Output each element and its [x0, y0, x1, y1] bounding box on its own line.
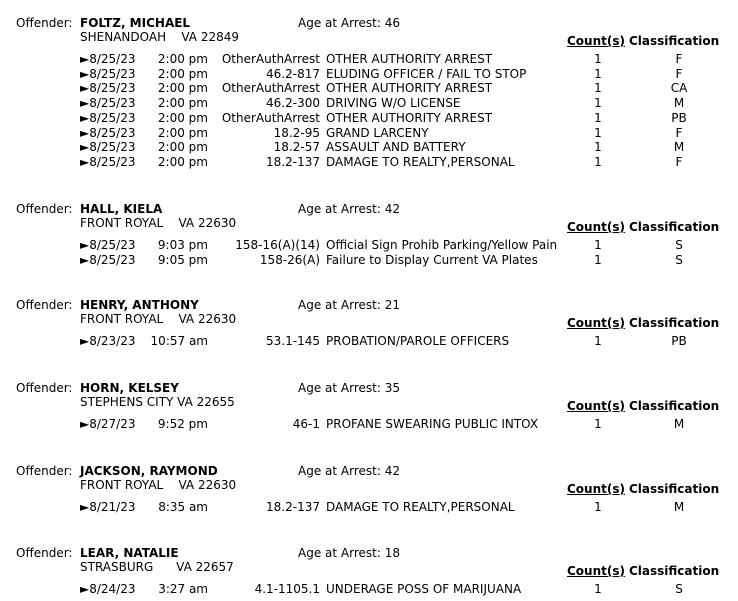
charge-description: GRAND LARCENY — [326, 125, 429, 140]
charge-date: ►8/23/23 — [80, 334, 136, 348]
charge-date: ►8/25/23 — [80, 96, 136, 111]
age-at-arrest: Age at Arrest: 18 — [298, 546, 400, 560]
charge-row — [0, 238, 738, 253]
charge-row — [0, 140, 738, 155]
counts-column-header: Count(s) — [567, 316, 625, 330]
charge-classification: S — [675, 252, 683, 267]
charge-time: 2:00 pm — [157, 52, 208, 66]
charge-row — [0, 96, 738, 111]
offender-city: STEPHENS CITY VA 22655 — [80, 395, 235, 409]
charge-code: 18.2-57 — [273, 140, 320, 155]
charge-time: 2:00 pm — [157, 140, 208, 155]
offender-name: HENRY, ANTHONY — [80, 298, 199, 312]
counts-column-header: Count(s) — [567, 220, 625, 234]
offender-block — [0, 381, 738, 436]
charge-count: 1 — [594, 52, 602, 66]
charge-row — [0, 155, 738, 170]
charge-date: ►8/24/23 — [80, 582, 136, 596]
charge-count: 1 — [594, 417, 602, 431]
classification-column-header: Classification — [629, 34, 720, 48]
classification-column-header: Classification — [629, 482, 720, 496]
charge-count: 1 — [594, 154, 602, 169]
charge-row — [0, 67, 738, 82]
charge-count: 1 — [594, 140, 602, 155]
offender-city: FRONT ROYAL VA 22630 — [80, 216, 237, 230]
charge-classification: F — [675, 154, 683, 169]
classification-column-header: Classification — [629, 316, 720, 330]
offender-label: Offender: — [16, 546, 73, 560]
charge-count: 1 — [594, 582, 602, 596]
offender-city: FRONT ROYAL VA 22630 — [80, 478, 237, 492]
charge-count: 1 — [594, 66, 602, 81]
offender-name: HORN, KELSEY — [80, 381, 179, 395]
charge-description: DAMAGE TO REALTY,PERSONAL — [326, 154, 515, 169]
charge-count: 1 — [594, 238, 602, 252]
offender-label: Offender: — [16, 464, 73, 478]
charge-classification: PB — [671, 334, 687, 348]
offender-label: Offender: — [16, 298, 73, 312]
charge-count: 1 — [594, 125, 602, 140]
charge-time: 2:00 pm — [157, 125, 208, 140]
charge-classification: CA — [670, 81, 688, 96]
charge-row — [0, 111, 738, 126]
charge-count: 1 — [594, 81, 602, 96]
charge-date: ►8/25/23 — [80, 252, 136, 267]
charge-classification: M — [673, 96, 685, 111]
offender-block — [0, 16, 738, 174]
charge-time: 9:52 pm — [157, 417, 208, 431]
charge-time: 2:00 pm — [157, 66, 208, 81]
charge-code: 18.2-137 — [266, 154, 320, 169]
charge-count: 1 — [594, 96, 602, 111]
charge-description: Official Sign Prohib Parking/Yellow Pain — [326, 238, 558, 252]
offender-label: Offender: — [16, 202, 73, 216]
charge-description: Failure to Display Current VA Plates — [326, 252, 538, 267]
charge-classification: F — [675, 66, 683, 81]
age-at-arrest: Age at Arrest: 42 — [298, 202, 400, 216]
charge-description: PROFANE SWEARING PUBLIC INTOX — [326, 417, 539, 431]
charge-time: 9:05 pm — [157, 252, 208, 267]
counts-column-header: Count(s) — [567, 34, 625, 48]
charge-date: ►8/25/23 — [80, 125, 136, 140]
offender-block — [0, 546, 738, 601]
offender-label: Offender: — [16, 16, 73, 30]
counts-column-header: Count(s) — [567, 399, 625, 413]
charge-code: 46.2-817 — [266, 66, 320, 81]
charge-date: ►8/25/23 — [80, 81, 136, 96]
counts-column-header: Count(s) — [567, 482, 625, 496]
charge-date: ►8/25/23 — [80, 66, 136, 81]
charge-count: 1 — [594, 500, 602, 514]
charge-date: ►8/21/23 — [80, 500, 136, 514]
offender-block — [0, 298, 738, 353]
charge-time: 2:00 pm — [157, 110, 208, 125]
age-at-arrest: Age at Arrest: 35 — [298, 381, 400, 395]
charge-classification: M — [673, 500, 685, 514]
charge-row — [0, 500, 738, 515]
counts-column-header: Count(s) — [567, 564, 625, 578]
charge-classification: M — [673, 417, 685, 431]
charge-time: 8:35 am — [158, 500, 208, 514]
charge-row — [0, 334, 738, 349]
classification-column-header: Classification — [629, 564, 720, 578]
offender-name: FOLTZ, MICHAEL — [80, 16, 191, 30]
charge-classification: F — [675, 125, 683, 140]
charge-description: OTHER AUTHORITY ARREST — [326, 52, 493, 66]
charge-code: 18.2-95 — [273, 125, 320, 140]
charge-row — [0, 52, 738, 67]
offender-block — [0, 464, 738, 519]
charge-description: DRIVING W/O LICENSE — [326, 96, 461, 111]
charge-date: ►8/25/23 — [80, 140, 136, 155]
age-at-arrest: Age at Arrest: 42 — [298, 464, 400, 478]
charge-code: 46.2-300 — [266, 96, 320, 111]
charge-time: 10:57 am — [150, 334, 208, 348]
charge-time: 2:00 pm — [157, 81, 208, 96]
charge-date: ►8/25/23 — [80, 154, 136, 169]
offender-city: FRONT ROYAL VA 22630 — [80, 312, 237, 326]
charge-description: ASSAULT AND BATTERY — [326, 140, 466, 155]
charge-description: OTHER AUTHORITY ARREST — [326, 110, 493, 125]
offender-label: Offender: — [16, 381, 73, 395]
charge-date: ►8/25/23 — [80, 110, 136, 125]
charge-description: UNDERAGE POSS OF MARIJUANA — [326, 582, 522, 596]
charge-classification: F — [675, 52, 683, 66]
charge-code: OtherAuthArrest — [221, 52, 320, 66]
classification-column-header: Classification — [629, 399, 720, 413]
age-at-arrest: Age at Arrest: 21 — [298, 298, 400, 312]
charge-classification: PB — [671, 110, 687, 125]
charge-date: ►8/25/23 — [80, 52, 136, 66]
charge-classification: M — [673, 140, 685, 155]
charge-time: 2:00 pm — [157, 154, 208, 169]
offender-name: HALL, KIELA — [80, 202, 163, 216]
charge-count: 1 — [594, 110, 602, 125]
charge-row — [0, 253, 738, 268]
age-at-arrest: Age at Arrest: 46 — [298, 16, 400, 30]
charge-code: OtherAuthArrest — [221, 110, 320, 125]
offender-name: JACKSON, RAYMOND — [80, 464, 218, 478]
charge-row — [0, 81, 738, 96]
charge-code: 158-16(A)(14) — [235, 238, 320, 252]
charge-time: 9:03 pm — [157, 238, 208, 252]
charge-code: 18.2-137 — [266, 500, 320, 514]
charge-code: 46-1 — [292, 417, 320, 431]
charge-classification: S — [675, 582, 683, 596]
classification-column-header: Classification — [629, 220, 720, 234]
offender-name: LEAR, NATALIE — [80, 546, 179, 560]
charge-description: ELUDING OFFICER / FAIL TO STOP — [326, 66, 527, 81]
charge-date: ►8/25/23 — [80, 238, 136, 252]
charge-row — [0, 582, 738, 597]
charge-time: 2:00 pm — [157, 96, 208, 111]
charge-time: 3:27 am — [158, 582, 208, 596]
charge-description: OTHER AUTHORITY ARREST — [326, 81, 493, 96]
offender-city: SHENANDOAH VA 22849 — [80, 30, 239, 44]
charge-count: 1 — [594, 252, 602, 267]
charge-code: 4.1-1105.1 — [254, 582, 320, 596]
charge-row — [0, 126, 738, 141]
charge-code: 158-26(A) — [259, 252, 320, 267]
charge-count: 1 — [594, 334, 602, 348]
charge-description: PROBATION/PAROLE OFFICERS — [326, 334, 510, 348]
charge-code: 53.1-145 — [266, 334, 320, 348]
charge-description: DAMAGE TO REALTY,PERSONAL — [326, 500, 515, 514]
charge-code: OtherAuthArrest — [221, 81, 320, 96]
charge-date: ►8/27/23 — [80, 417, 136, 431]
charge-row — [0, 417, 738, 432]
charge-classification: S — [675, 238, 683, 252]
offender-city: STRASBURG VA 22657 — [80, 560, 234, 574]
offender-block — [0, 202, 738, 271]
